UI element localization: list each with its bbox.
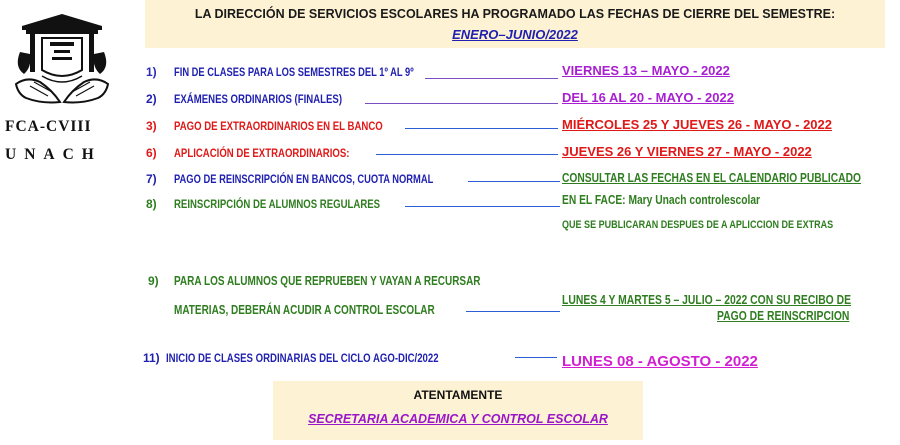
item-date: DEL 16 AL 20 - MAYO - 2022 [562,90,734,105]
item-text: PARA LOS ALUMNOS QUE REPRUEBEN Y VAYAN A RECURSAR [174,274,481,288]
item-number: 8) [146,197,157,211]
item-text: INICIO DE CLASES ORDINARIAS DEL CICLO AGO-DIC/2022 [166,351,439,365]
item-number: 2) [146,92,157,106]
logo-line-2: UNACH [5,146,102,163]
connector-line [468,181,560,182]
item-text: PAGO DE EXTRAORDINARIOS EN EL BANCO [174,119,383,133]
item-text: APLICACIÓN DE EXTRAORDINARIOS: [174,146,350,160]
item-date: CONSULTAR LAS FECHAS EN EL CALENDARIO PUBLICADO [562,171,861,185]
item-date: LUNES 08 - AGOSTO - 2022 [562,353,758,370]
item-number: 3) [146,119,157,133]
connector-line [365,103,558,104]
connector-line [425,78,558,79]
period-subtitle: ENERO–JUNIO/2022 [452,27,578,42]
item-text: FIN DE CLASES PARA LOS SEMESTRES DEL 1º AL 9º [174,65,414,79]
item-date: PAGO DE REINSCRIPCION [717,309,850,323]
page-title: LA DIRECCIÓN DE SERVICIOS ESCOLARES HA PROGRAMADO LAS FECHAS DE CIERRE DEL SEMESTRE: [194,7,836,21]
connector-line [405,128,558,129]
item-text: EXÁMENES ORDINARIOS (FINALES) [174,92,343,106]
connector-line [466,311,560,312]
item-number: 7) [146,172,157,186]
connector-line [376,154,558,155]
item-text: MATERIAS, DEBERÁN ACUDIR A CONTROL ESCOLAR [174,303,435,317]
item-number: 1) [146,65,157,79]
item-date: MIÉRCOLES 25 Y JUEVES 26 - MAYO - 2022 [562,117,832,132]
signature-office: SECRETARIA ACADEMICA Y CONTROL ESCOLAR [308,412,608,426]
connector-line [515,357,557,358]
item-number: 6) [146,146,157,160]
item-number: 9) [148,274,159,288]
item-number: 11) [143,351,160,365]
item-text: PAGO DE REINSCRIPCIÓN EN BANCOS, CUOTA NORMAL [174,172,434,186]
extras-note: QUE SE PUBLICARAN DESPUES DE A APLICCION DE EXTRAS [562,219,834,231]
connector-line [405,206,560,207]
item-date: EN EL FACE: Mary Unach controlescolar [562,193,761,207]
signature-title: ATENTAMENTE [413,388,503,402]
item-text: REINSCRIPCIÓN DE ALUMNOS REGULARES [174,197,381,211]
logo-line-1: FCA-CVIII [5,118,92,135]
item-date: JUEVES 26 Y VIERNES 27 - MAYO - 2022 [562,144,812,159]
item-date: VIERNES 13 – MAYO - 2022 [562,63,730,78]
university-emblem-icon [12,12,112,117]
item-date: LUNES 4 Y MARTES 5 – JULIO – 2022 CON SU RECIBO DE [562,293,852,307]
